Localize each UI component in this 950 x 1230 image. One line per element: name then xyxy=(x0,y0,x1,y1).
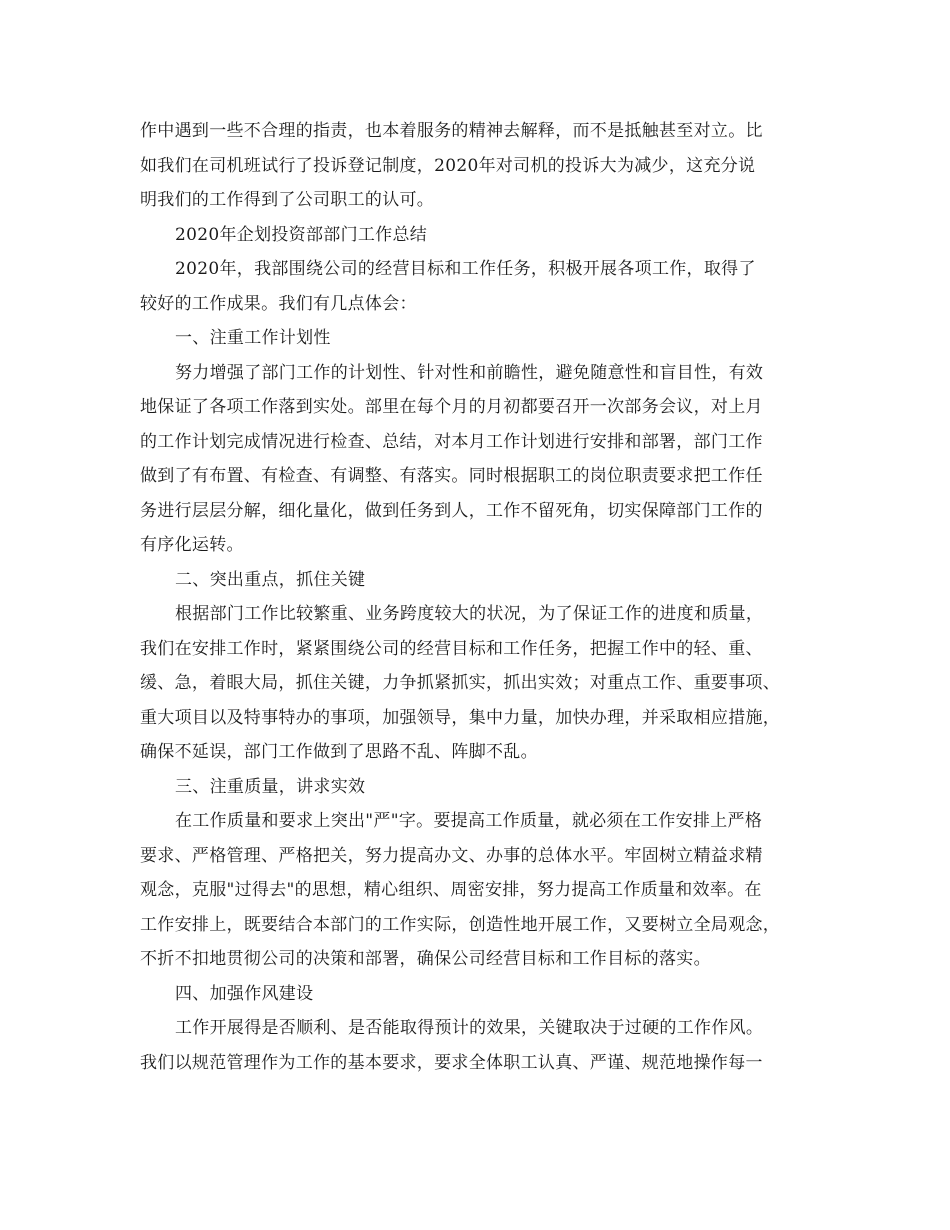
text-line: 观念，克服"过得去"的思想，精心组织、周密安排，努力提高工作质量和效率。在 xyxy=(140,880,762,900)
text-line: 有序化运转。 xyxy=(140,535,244,555)
text-line: 工作安排上，既要结合本部门的工作实际，创造性地开展工作，又要树立全局观念， xyxy=(140,914,781,935)
text-line: 如我们在司机班试行了投诉登记制度，2020年对司机的投诉大为减少，这充分说 xyxy=(140,155,756,176)
text-line: 2020年企划投资部部门工作总结 xyxy=(175,224,428,245)
text-line: 务进行层层分解，细化量化，做到任务到人，工作不留死角，切实保障部门工作的 xyxy=(140,500,763,521)
text-line: 不折不扣地贯彻公司的决策和部署，确保公司经营目标和工作目标的落实。 xyxy=(140,949,711,969)
text-line: 作中遇到一些不合理的指责，也本着服务的精神去解释，而不是抵触甚至对立。比 xyxy=(140,121,763,141)
text-line: 我们以规范管理作为工作的基本要求，要求全体职工认真、严谨、规范地操作每一 xyxy=(140,1052,763,1073)
text-line: 三、注重质量，讲求实效 xyxy=(175,776,366,797)
text-line: 工作开展得是否顺利、是否能取得预计的效果，关键取决于过硬的工作作风。 xyxy=(175,1018,764,1038)
text-line: 一、注重工作计划性 xyxy=(175,328,331,348)
text-line: 明我们的工作得到了公司职工的认可。 xyxy=(140,190,435,210)
text-line: 做到了有布置、有检查、有调整、有落实。同时根据职工的岗位职责要求把工作任 xyxy=(140,466,763,486)
text-line: 我们在安排工作时，紧紧围绕公司的经营目标和工作任务，把握工作中的轻、重、 xyxy=(140,638,763,659)
text-line: 的工作计划完成情况进行检查、总结，对本月工作计划进行安排和部署，部门工作 xyxy=(140,431,763,452)
text-line: 要求、严格管理、严格把关，努力提高办文、办事的总体水平。牢固树立精益求精 xyxy=(140,845,763,866)
text-line: 较好的工作成果。我们有几点体会： xyxy=(140,293,417,314)
document-body xyxy=(140,114,830,1080)
text-line: 确保不延误，部门工作做到了思路不乱、阵脚不乱。 xyxy=(140,742,538,762)
text-line: 缓、急，着眼大局，抓住关键，力争抓紧抓实，抓出实效；对重点工作、重要事项、 xyxy=(140,673,781,693)
text-line: 根据部门工作比较繁重、业务跨度较大的状况，为了保证工作的进度和质量， xyxy=(175,604,764,624)
text-line: 在工作质量和要求上突出"严"字。要提高工作质量，就必须在工作安排上严格 xyxy=(175,811,763,831)
text-line: 二、突出重点，抓住关键 xyxy=(175,569,366,590)
text-line: 2020年，我部围绕公司的经营目标和工作任务，积极开展各项工作，取得了 xyxy=(175,259,756,279)
text-line: 四、加强作风建设 xyxy=(175,983,314,1004)
text-line: 重大项目以及特事特办的事项，加强领导，集中力量，加快办理，并采取相应措施， xyxy=(140,707,781,728)
text-line: 地保证了各项工作落到实处。部里在每个月的月初都要召开一次部务会议，对上月 xyxy=(140,397,763,417)
text-line: 努力增强了部门工作的计划性、针对性和前瞻性，避免随意性和盲目性，有效 xyxy=(175,362,764,383)
